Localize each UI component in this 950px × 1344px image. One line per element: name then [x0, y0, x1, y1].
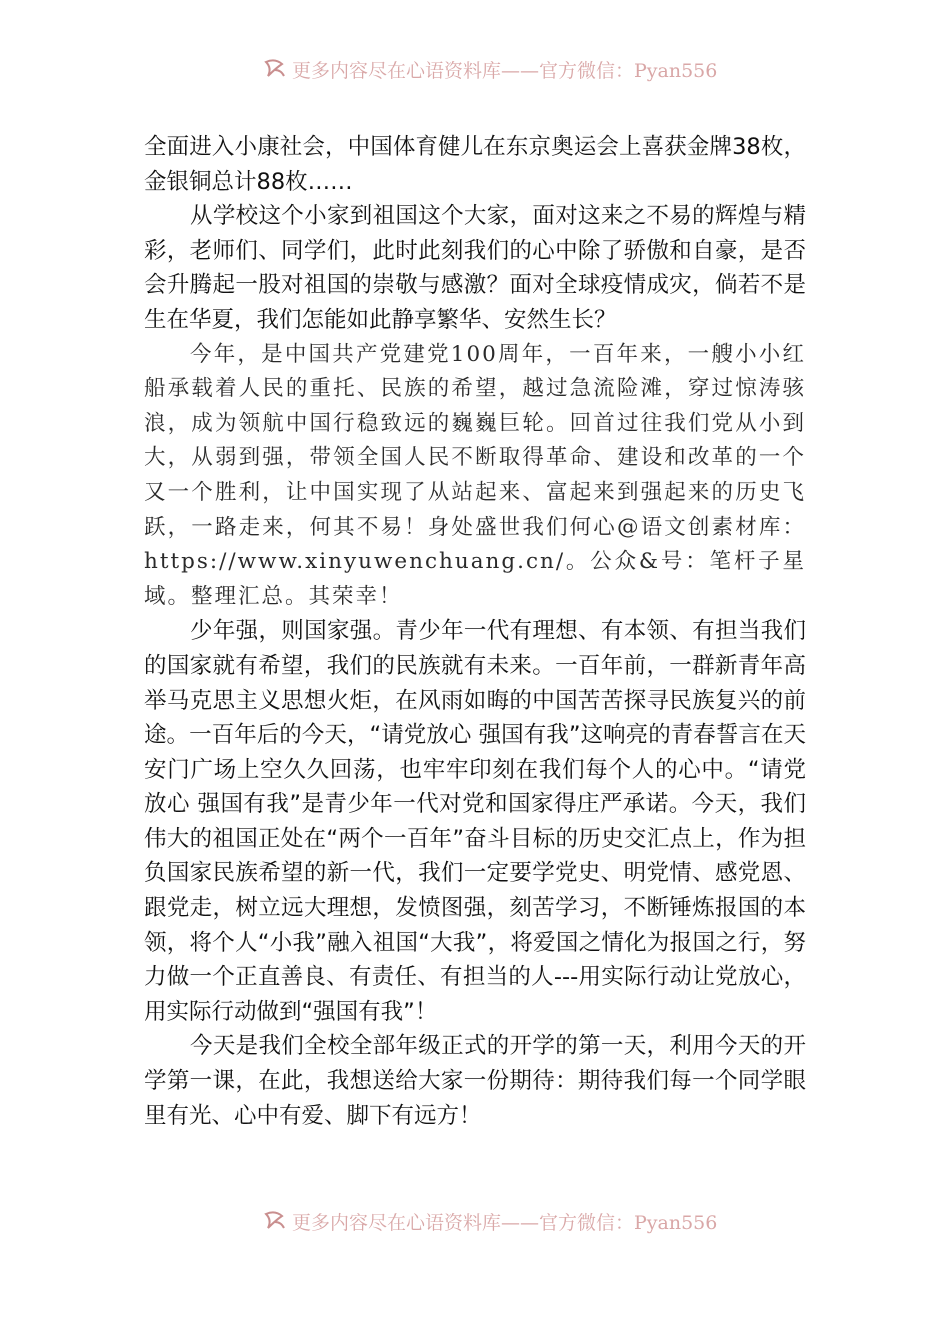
paragraph-2: 从学校这个小家到祖国这个大家，面对这来之不易的辉煌与精彩，老师们、同学们，此时此刻我们的心中除了骄傲和自豪，是否会升腾起一股对祖国的崇敬与感激？面对全球疫情成灾，倘若不是生在华夏，我们怎能如此静享繁华、安然生长？: [144, 203, 806, 333]
logo-icon: [262, 56, 288, 82]
paragraph-4: 少年强，则国家强。青少年一代有理想、有本领、有担当我们的国家就有希望，我们的民族就有未来。一百年前，一群新青年高举马克思主义思想火炬，在风雨如晦的中国苦苦探寻民族复兴的前途。一百年后的今天，“请党放心 强国有我”这响亮的青春誓言在天安门广场上空久久回荡，也牢牢印刻在我们每个人的心中。“请党放心 强国有我”是青少年一代对党和国家得庄严承诺。今天，我们伟大的祖国正处在“两个一百年”奋斗目标的历史交汇点上，作为担负国家民族希望的新一代，我们一定要学党史、明党情、感党恩、跟党走，树立远大理想，发愤图强，刻苦学习，不断锤炼报国的本领，将个人“小我”融入祖国“大我”，将爱国之情化为报国之行，努力做一个正直善良、有责任、有担当的人---用实际行动让党放心，用实际行动做到“强国有我”！: [144, 618, 806, 1025]
paragraph-5: 今天是我们全校全部年级正式的开学的第一天，利用今天的开学第一课，在此，我想送给大家一份期待：期待我们每一个同学眼里有光、心中有爱、脚下有远方！: [144, 1033, 806, 1129]
footer-watermark: [262, 1206, 742, 1236]
logo-icon: [262, 1208, 288, 1234]
document-body: [144, 130, 806, 1133]
header-watermark-text: 更多内容尽在心语资料库——官方微信：Pyan556: [292, 59, 718, 82]
header-watermark: [262, 54, 742, 84]
paragraph-3: 今年，是中国共产党建党100周年，一百年来，一艘小小红船承载着人民的重托、民族的希望，越过急流险滩，穿过惊涛骇浪，成为领航中国行稳致远的巍巍巨轮。回首过往我们党从小到大，从弱到强，带领全国人民不断取得革命、建设和改革的一个又一个胜利，让中国实现了从站起来、富起来到强起来的历史飞跃，一路走来，何其不易！身处盛世我们何心@语文创素材库：https://www.xinyuwenchuang.cn/。公众&号：笔杆子星域。整理汇总。其荣幸！: [144, 341, 806, 609]
paragraph-1: 全面进入小康社会，中国体育健儿在东京奥运会上喜获金牌38枚，金银铜总计88枚……: [144, 134, 806, 195]
footer-watermark-text: 更多内容尽在心语资料库——官方微信：Pyan556: [292, 1211, 718, 1234]
